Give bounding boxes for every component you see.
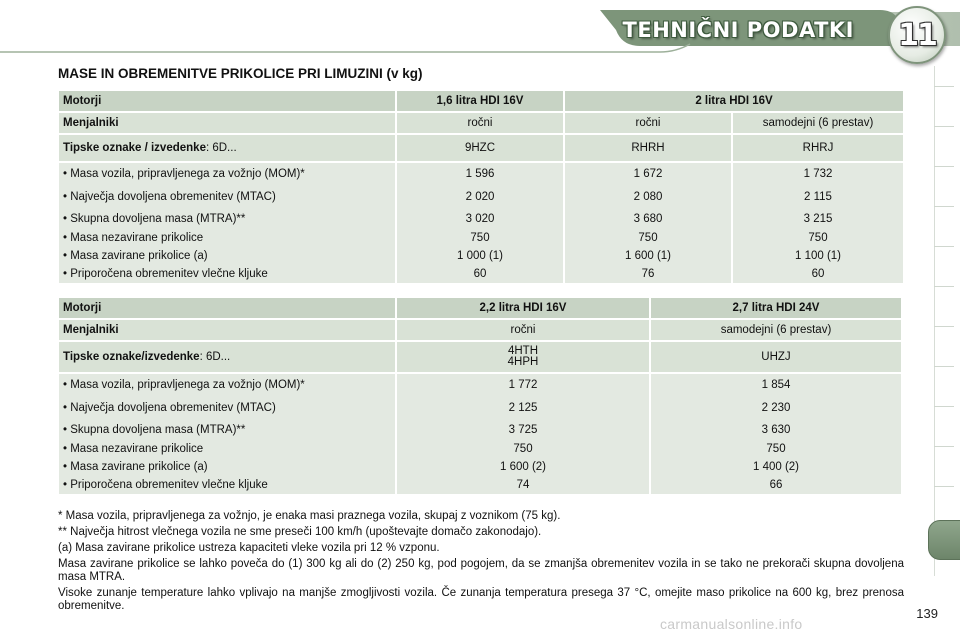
type-label: Tipske oznake / izvedenke bbox=[63, 142, 206, 154]
engine-header: 2,2 litra HDI 16V bbox=[397, 298, 649, 318]
cell-value: 1 732 bbox=[803, 168, 833, 180]
engine-header: 2 litra HDI 16V bbox=[565, 91, 903, 111]
type-code: 4HTH bbox=[507, 345, 539, 357]
footnote: Visoke zunanje temperature lahko vplivajo na manjše zmogljivosti vozila. Če zunanja temperatura presega 37 °C, omejite maso prikolice na 600 kg, brez prenosa obremenitve. bbox=[58, 587, 904, 612]
gearbox-value: samodejni (6 prestav) bbox=[651, 320, 901, 340]
gearbox-row bbox=[59, 113, 903, 133]
active-chapter-tab[interactable] bbox=[928, 520, 960, 560]
gearbox-label: Menjalniki bbox=[59, 113, 395, 133]
cell-value: 3 630 bbox=[761, 424, 791, 436]
tab-tick bbox=[934, 486, 954, 487]
type-suffix: : 6D... bbox=[199, 351, 231, 363]
tab-tick bbox=[934, 86, 954, 87]
cell-value: 750 bbox=[470, 232, 490, 244]
cell-value: 2 115 bbox=[804, 191, 832, 203]
cell-value: 3 215 bbox=[803, 213, 833, 225]
row-label: • Priporočena obremenitev vlečne kljuke bbox=[63, 479, 268, 491]
cell-value: 1 596 bbox=[465, 168, 495, 180]
header-band bbox=[0, 0, 960, 56]
cell-value: 1 400 (2) bbox=[752, 461, 800, 473]
type-value bbox=[397, 342, 649, 372]
row-label: • Največja dovoljena obremenitev (MTAC) bbox=[63, 402, 276, 414]
tab-strip-line bbox=[934, 66, 935, 576]
tab-tick bbox=[934, 166, 954, 167]
row-label: • Masa nezavirane prikolice bbox=[63, 443, 204, 455]
watermark-text: carmanualsonline.info bbox=[660, 616, 803, 632]
cell-value: 2 230 bbox=[761, 402, 791, 414]
cell-value: 3 725 bbox=[508, 424, 538, 436]
cell-value: 76 bbox=[641, 268, 655, 280]
type-code: 4HPH bbox=[507, 356, 539, 368]
table-header-row bbox=[59, 298, 901, 318]
mass-values-row bbox=[59, 163, 903, 283]
type-label-cell bbox=[59, 342, 395, 372]
gearbox-row bbox=[59, 320, 901, 340]
cell-value: 750 bbox=[808, 232, 828, 244]
tab-tick bbox=[934, 206, 954, 207]
engines-label: Motorji bbox=[59, 298, 395, 318]
type-row bbox=[59, 342, 901, 372]
cell-value: 750 bbox=[766, 443, 786, 455]
mass-labels bbox=[59, 374, 395, 494]
gearbox-value: ročni bbox=[397, 320, 649, 340]
cell-value: 1 600 (1) bbox=[624, 250, 672, 262]
cell-value: 750 bbox=[513, 443, 533, 455]
row-label: • Masa vozila, pripravljenega za vožnjo (MOM)* bbox=[63, 168, 305, 180]
row-label: • Največja dovoljena obremenitev (MTAC) bbox=[63, 191, 276, 203]
gearbox-value: ročni bbox=[397, 113, 563, 133]
mass-column bbox=[651, 374, 901, 494]
cell-value: 1 100 (1) bbox=[794, 250, 842, 262]
footnotes bbox=[58, 510, 904, 616]
row-label: • Masa vozila, pripravljenega za vožnjo (MOM)* bbox=[63, 379, 305, 391]
tab-tick bbox=[934, 286, 954, 287]
chapter-tab-strip bbox=[926, 66, 960, 576]
row-label: • Masa zavirane prikolice (a) bbox=[63, 250, 208, 262]
tab-tick bbox=[934, 126, 954, 127]
cell-value: 1 000 (1) bbox=[456, 250, 504, 262]
mass-column bbox=[565, 163, 731, 283]
cell-value: 74 bbox=[516, 479, 530, 491]
mass-labels bbox=[59, 163, 395, 283]
engine-header: 2,7 litra HDI 24V bbox=[651, 298, 901, 318]
mass-table-1 bbox=[57, 89, 905, 285]
cell-value: 66 bbox=[769, 479, 783, 491]
row-label: • Skupna dovoljena masa (MTRA)** bbox=[63, 213, 246, 225]
type-value: 9HZC bbox=[397, 135, 563, 161]
tab-tick bbox=[934, 406, 954, 407]
tab-tick bbox=[934, 366, 954, 367]
type-label: Tipske oznake/izvedenke bbox=[63, 351, 200, 363]
tab-tick bbox=[934, 446, 954, 447]
page-number: 139 bbox=[916, 606, 938, 621]
chapter-number: 11 bbox=[898, 17, 936, 53]
mass-column bbox=[733, 163, 903, 283]
mass-column bbox=[397, 374, 649, 494]
section-title: MASE IN OBREMENITVE PRIKOLICE PRI LIMUZINI (v kg) bbox=[58, 66, 423, 81]
gearbox-value: ročni bbox=[565, 113, 731, 133]
type-label-cell bbox=[59, 135, 395, 161]
chapter-number-badge bbox=[888, 6, 946, 64]
footnote: (a) Masa zavirane prikolice ustreza kapaciteti vleke vozila pri 12 % vzponu. bbox=[58, 542, 440, 554]
gearbox-value: samodejni (6 prestav) bbox=[733, 113, 903, 133]
chapter-title: TEHNIČNI PODATKI bbox=[622, 18, 854, 42]
engines-label: Motorji bbox=[59, 91, 395, 111]
gearbox-label: Menjalniki bbox=[59, 320, 395, 340]
footnote: * Masa vozila, pripravljenega za vožnjo, je enaka masi praznega vozila, skupaj z voznikom (75 kg). bbox=[58, 510, 561, 522]
mass-values-row bbox=[59, 374, 901, 494]
cell-value: 1 672 bbox=[633, 168, 663, 180]
cell-value: 1 600 (2) bbox=[499, 461, 547, 473]
cell-value: 60 bbox=[473, 268, 487, 280]
row-label: • Priporočena obremenitev vlečne kljuke bbox=[63, 268, 268, 280]
cell-value: 3 680 bbox=[633, 213, 663, 225]
engine-header: 1,6 litra HDI 16V bbox=[397, 91, 563, 111]
type-suffix: : 6D... bbox=[205, 142, 237, 154]
table-header-row bbox=[59, 91, 903, 111]
type-row bbox=[59, 135, 903, 161]
mass-table-2 bbox=[57, 296, 903, 496]
cell-value: 2 125 bbox=[508, 402, 538, 414]
row-label: • Masa nezavirane prikolice bbox=[63, 232, 204, 244]
type-value: UHZJ bbox=[651, 342, 901, 372]
cell-value: 3 020 bbox=[465, 213, 495, 225]
type-value: RHRH bbox=[565, 135, 731, 161]
row-label: • Masa zavirane prikolice (a) bbox=[63, 461, 208, 473]
mass-column bbox=[397, 163, 563, 283]
row-label: • Skupna dovoljena masa (MTRA)** bbox=[63, 424, 246, 436]
tab-tick bbox=[934, 326, 954, 327]
cell-value: 1 772 bbox=[508, 379, 538, 391]
cell-value: 2 080 bbox=[633, 191, 663, 203]
tab-tick bbox=[934, 246, 954, 247]
cell-value: 2 020 bbox=[465, 191, 495, 203]
footnote: ** Največja hitrost vlečnega vozila ne sme preseči 100 km/h (upoštevajte domačo zakonodajo). bbox=[58, 526, 542, 538]
type-value: RHRJ bbox=[733, 135, 903, 161]
cell-value: 60 bbox=[811, 268, 825, 280]
cell-value: 1 854 bbox=[761, 379, 791, 391]
cell-value: 750 bbox=[638, 232, 658, 244]
footnote: Masa zavirane prikolice se lahko poveča do (1) 300 kg ali do (2) 250 kg, pod pogojem, da se zmanjša obremenitev vozila in se tako ne prekorači skupna dovoljena masa MTRA. bbox=[58, 558, 904, 583]
